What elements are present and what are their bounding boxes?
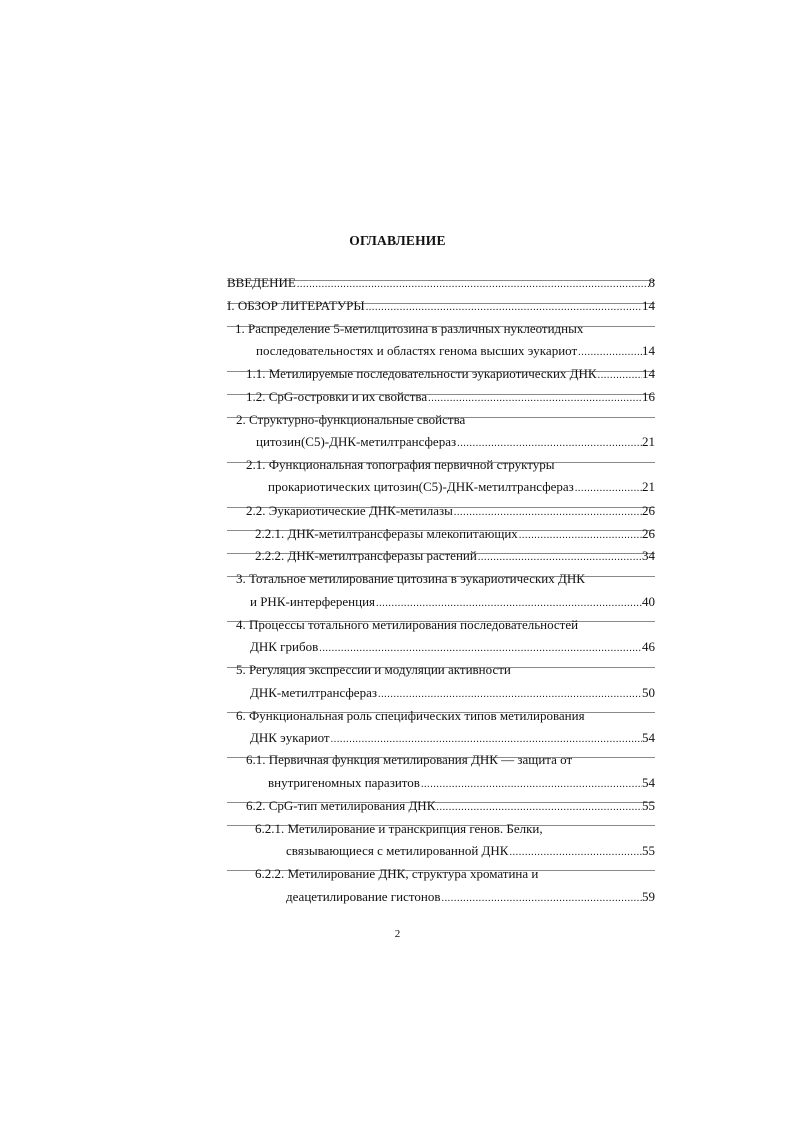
- toc-entry-text: I. ОБЗОР ЛИТЕРАТУРЫ: [227, 298, 365, 313]
- toc-leader-dots: [375, 594, 642, 614]
- toc-line: [236, 410, 465, 430]
- toc-entry-text: связывающиеся с метилированной ДНК: [286, 843, 509, 858]
- toc-leader-dots: [365, 298, 642, 318]
- toc-leader-dots: [377, 685, 642, 705]
- toc-page-number: 16: [642, 389, 655, 404]
- toc-entry-text: деацетилирование гистонов: [286, 889, 441, 904]
- toc-page-number: 26: [642, 526, 655, 541]
- toc-line: [236, 660, 511, 680]
- toc-line: [246, 501, 655, 521]
- toc-entry-text: 4. Процессы тотального метилирования последовательностей: [236, 617, 579, 632]
- toc-line: [268, 477, 655, 497]
- toc-line: [255, 864, 538, 884]
- toc-line: [236, 706, 585, 726]
- toc-page-number: 21: [642, 434, 655, 449]
- toc-leader-dots: [508, 843, 642, 863]
- toc-line: [286, 887, 655, 907]
- toc-leader-dots: [435, 798, 642, 818]
- toc-leader-dots: [574, 479, 642, 499]
- toc-page-number: 26: [642, 503, 655, 518]
- toc-leader-dots: [577, 343, 642, 363]
- toc-entry-text: 6.2. CpG-тип метилирования ДНК: [246, 798, 436, 813]
- toc-leader-dots: [330, 730, 642, 750]
- toc-line: [246, 455, 554, 475]
- toc-leader-dots: [453, 503, 642, 523]
- toc-page-number: 8: [648, 275, 655, 290]
- toc-entry-text: 3. Тотальное метилирование цитозина в эукариотических ДНК: [236, 571, 585, 586]
- toc-leader-dots: [440, 889, 642, 909]
- toc-line: [250, 728, 655, 748]
- toc-page-number: 55: [642, 798, 655, 813]
- toc-page-number: 40: [642, 594, 655, 609]
- toc-line: [286, 841, 655, 861]
- toc-entry-text: 2.1. Функциональная топография первичной структуры: [246, 457, 555, 472]
- toc-line: [250, 592, 655, 612]
- toc-line: [246, 387, 655, 407]
- toc-line: [227, 273, 655, 293]
- toc-leader-dots: [420, 775, 642, 795]
- toc-leader-dots: [477, 548, 642, 568]
- toc-entry-text: ВВЕДЕНИЕ: [227, 275, 296, 290]
- toc-page-number: 50: [642, 685, 655, 700]
- toc-line: [268, 773, 655, 793]
- toc-page-number: 54: [642, 730, 655, 745]
- toc-line: [246, 364, 655, 384]
- toc-page-number: 21: [642, 479, 655, 494]
- toc-line: [246, 796, 655, 816]
- toc-line: [235, 319, 583, 339]
- page-number: 2: [394, 928, 401, 940]
- toc-line: [246, 750, 572, 770]
- toc-entry-text: 6.2.1. Метилирование и транскрипция генов. Белки,: [255, 821, 543, 836]
- toc-line: [255, 546, 655, 566]
- toc-line: [236, 615, 578, 635]
- toc-entry-text: прокариотических цитозин(С5)-ДНК-метилтрансфераз: [268, 479, 574, 494]
- toc-entry-text: 2.2.2. ДНК-метилтрансферазы растений: [255, 548, 477, 563]
- toc-page-number: 14: [642, 343, 655, 358]
- toc-line: [255, 819, 543, 839]
- toc-line: [256, 341, 655, 361]
- toc-entry-text: 2. Структурно-функциональные свойства: [236, 412, 466, 427]
- toc-entry-text: 2.2. Эукариотические ДНК-метилазы: [246, 503, 453, 518]
- toc-page-number: 14: [642, 298, 655, 313]
- toc-leader-dots: [597, 366, 642, 386]
- toc-page-number: 14: [642, 366, 655, 381]
- toc-page-number: 55: [642, 843, 655, 858]
- toc-leader-dots: [518, 526, 642, 546]
- toc-entry-text: 6. Функциональная роль специфических типов метилирования: [236, 708, 585, 723]
- toc-line: [236, 569, 585, 589]
- toc-line: [250, 683, 655, 703]
- toc-entry-text: 6.1. Первичная функция метилирования ДНК — защита от: [246, 752, 573, 767]
- toc-entry-text: 1.2. CpG-островки и их свойства: [246, 389, 428, 404]
- toc-line: [227, 296, 655, 316]
- toc-page-number: 59: [642, 889, 655, 904]
- toc-title: ОГЛАВЛЕНИЕ: [349, 233, 446, 248]
- toc-leader-dots: [296, 275, 649, 295]
- toc-entry-text: 6.2.2. Метилирование ДНК, структура хроматина и: [255, 866, 539, 881]
- toc-line: [255, 524, 655, 544]
- toc-line: [256, 432, 655, 452]
- toc-page-number: 54: [642, 775, 655, 790]
- toc-page-number: 34: [642, 548, 655, 563]
- toc-entry-text: ДНК грибов: [250, 639, 319, 654]
- toc-entry-text: 2.2.1. ДНК-метилтрансферазы млекопитающих: [255, 526, 518, 541]
- toc-entry-text: внутригеномных паразитов: [268, 775, 420, 790]
- toc-entry-text: 1.1. Метилируемые последовательности эукариотических ДНК: [246, 366, 597, 381]
- toc-entry-text: последовательностях и областях генома высших эукариот: [256, 343, 578, 358]
- toc-page-number: 46: [642, 639, 655, 654]
- toc-entry-text: цитозин(С5)-ДНК-метилтрансфераз: [256, 434, 457, 449]
- toc-entry-text: ДНК-метилтрансфераз: [250, 685, 377, 700]
- toc-entry-text: и РНК-интерференция: [250, 594, 376, 609]
- toc-entry-text: 5. Регуляция экспрессии и модуляции активности: [236, 662, 511, 677]
- toc-entry-text: 1. Распределение 5-метилцитозина в различных нуклеотидных: [235, 321, 584, 336]
- toc-line: [250, 637, 655, 657]
- toc-leader-dots: [318, 639, 642, 659]
- toc-leader-dots: [456, 434, 642, 454]
- toc-entry-text: ДНК эукариот: [250, 730, 330, 745]
- toc-leader-dots: [427, 389, 642, 409]
